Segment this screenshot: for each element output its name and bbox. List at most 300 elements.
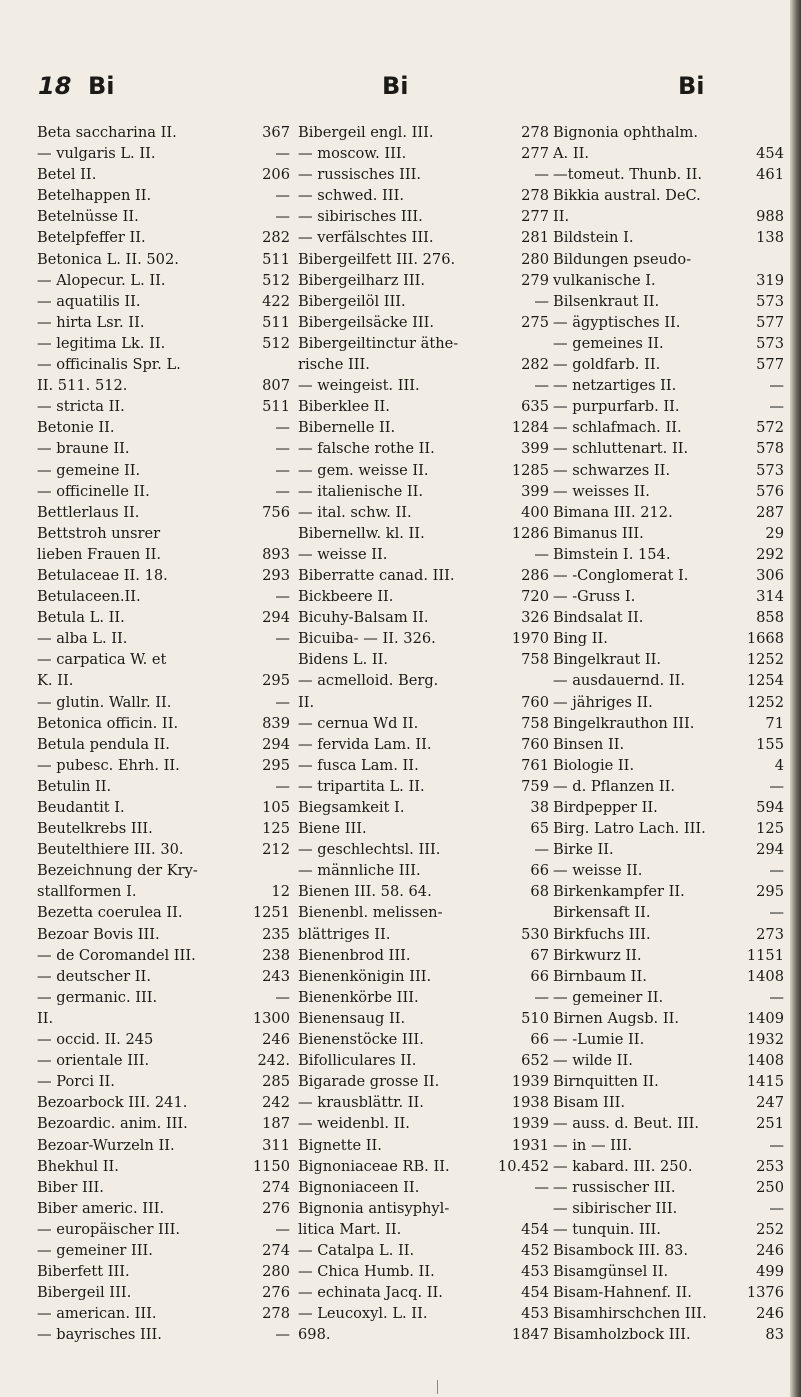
entry-page-ref: 273 <box>756 925 784 943</box>
index-entry <box>298 481 549 502</box>
entry-page-ref: 279 <box>521 271 549 289</box>
entry-term: — schwarzes II. <box>553 461 671 479</box>
entry-term: — ägyptisches II. <box>553 313 681 331</box>
index-entry <box>37 881 290 902</box>
entry-term: — stricta II. <box>37 398 125 416</box>
entry-term: Biber III. <box>37 1178 104 1196</box>
index-entry <box>298 924 549 945</box>
entry-page-ref: 250 <box>756 1178 784 1196</box>
index-entry <box>298 291 549 312</box>
index-entry <box>553 1219 784 1240</box>
index-entry <box>298 375 549 396</box>
entry-page-ref: 635 <box>521 398 549 416</box>
entry-term: — gemeines II. <box>553 334 664 352</box>
entry-page-ref: — <box>534 545 549 563</box>
entry-page-ref: — <box>534 1178 549 1196</box>
entry-term: Bienen III. 58. 64. <box>298 883 432 901</box>
index-entry <box>298 839 549 860</box>
entry-term: Birnen Augsb. II. <box>553 1009 679 1027</box>
entry-term: — occid. II. 245 <box>37 1031 154 1049</box>
entry-page-ref: 761 <box>521 756 549 774</box>
index-entry <box>298 1071 549 1092</box>
entry-term: — jähriges II. <box>553 693 653 711</box>
entry-term: Birkwurz II. <box>553 946 642 964</box>
index-entry <box>37 1282 290 1303</box>
entry-term: Birke II. <box>553 841 614 859</box>
index-entry <box>37 945 290 966</box>
index-entry <box>37 1219 290 1240</box>
entry-term: — vulgaris L. II. <box>37 145 156 163</box>
entry-page-ref: 278 <box>521 124 549 141</box>
entry-page-ref: 67 <box>530 946 549 964</box>
entry-term: Bisambock III. 83. <box>553 1241 688 1259</box>
entry-page-ref: 510 <box>521 1009 549 1027</box>
index-entry <box>37 797 290 818</box>
entry-term: — de Coromandel III. <box>37 946 196 964</box>
entry-page-ref: 1300 <box>252 1009 290 1027</box>
entry-term: — cernua Wd II. <box>298 714 419 732</box>
entry-term: — officinalis Spr. L. <box>37 356 181 374</box>
index-entry <box>553 818 784 839</box>
index-entry <box>298 185 549 206</box>
index-entry <box>553 902 784 923</box>
entry-term: — auss. d. Beut. III. <box>553 1115 700 1133</box>
index-entry <box>298 227 549 248</box>
index-entry <box>298 1303 549 1324</box>
entry-term: — italienische II. <box>298 482 424 500</box>
index-entry <box>298 396 549 417</box>
entry-term: Bignoniaceen II. <box>298 1178 420 1196</box>
entry-page-ref: 720 <box>521 588 549 606</box>
entry-term: — wilde II. <box>553 1052 633 1070</box>
entry-page-ref: 295 <box>262 756 290 774</box>
index-entry <box>37 966 290 987</box>
entry-page-ref: 212 <box>262 841 290 859</box>
index-entry <box>553 164 784 185</box>
entry-term: Bibergeilsäcke III. <box>298 313 435 331</box>
index-entry <box>298 1219 549 1240</box>
entry-term: Bidens L. II. <box>298 651 389 669</box>
entry-term: Bingelkrauthon III. <box>553 714 695 732</box>
index-entry <box>37 544 290 565</box>
entry-term: Bisamgünsel II. <box>553 1263 669 1281</box>
entry-term: II. <box>37 1009 54 1027</box>
entry-page-ref <box>286 523 290 544</box>
entry-page-ref: 278 <box>521 187 549 205</box>
entry-term: Beutelkrebs III. <box>37 820 153 838</box>
entry-page-ref: 573 <box>756 334 784 352</box>
entry-term: — carpatica W. et <box>37 651 167 669</box>
entry-term: — sibirischer III. <box>553 1199 678 1217</box>
entry-term: — ausdauernd. II. <box>553 672 686 690</box>
index-entry <box>298 312 549 333</box>
entry-page-ref: 1939 <box>511 1115 549 1133</box>
index-entry <box>553 1029 784 1050</box>
entry-page-ref: 238 <box>262 946 290 964</box>
entry-page-ref: 577 <box>756 356 784 374</box>
entry-term: Bildungen pseudo- <box>553 250 692 268</box>
index-entry <box>298 1156 549 1177</box>
index-entry <box>298 354 549 375</box>
entry-term: Bikkia austral. DeC. <box>553 187 701 205</box>
index-entry <box>298 987 549 1008</box>
index-entry <box>37 312 290 333</box>
printer-mark <box>437 1380 438 1394</box>
entry-term: — geschlechtsl. III. <box>298 841 441 859</box>
index-entry <box>298 649 549 670</box>
entry-page-ref: 1408 <box>746 1052 784 1070</box>
entry-term: Biberfett III. <box>37 1263 130 1281</box>
entry-term: Birkfuchs III. <box>553 925 651 943</box>
entry-term: Bienenkönigin III. <box>298 967 432 985</box>
index-entry <box>298 776 549 797</box>
entry-page-ref: 530 <box>521 925 549 943</box>
index-entry <box>553 987 784 1008</box>
entry-page-ref: 1939 <box>511 1073 549 1091</box>
entry-page-ref: 461 <box>756 166 784 184</box>
index-entry <box>298 333 549 354</box>
entry-page-ref: 294 <box>262 609 290 627</box>
entry-term: Betel II. <box>37 166 97 184</box>
index-entry <box>553 776 784 797</box>
index-entry <box>37 1008 290 1029</box>
entry-page-ref: 311 <box>262 1136 290 1154</box>
index-entry <box>298 502 549 523</box>
entry-page-ref: — <box>275 988 290 1006</box>
index-entry <box>37 818 290 839</box>
entry-page-ref: 125 <box>756 820 784 838</box>
index-entry <box>298 544 549 565</box>
entry-term: Biologie II. <box>553 756 635 774</box>
entry-term: — krausblättr. II. <box>298 1094 424 1112</box>
entry-term: Betonica officin. II. <box>37 714 179 732</box>
entry-page-ref: — <box>534 377 549 395</box>
entry-term: — kabard. III. 250. <box>553 1157 693 1175</box>
index-entry <box>553 839 784 860</box>
entry-term: Bifolliculares II. <box>298 1052 417 1070</box>
entry-page-ref: 326 <box>521 609 549 627</box>
index-entry <box>298 206 549 227</box>
entry-page-ref: 206 <box>262 166 290 184</box>
index-entry <box>298 670 549 691</box>
entry-page-ref: 1932 <box>746 1031 784 1049</box>
entry-page-ref: 12 <box>271 883 290 901</box>
entry-term: Bezeichnung der Kry- <box>37 862 198 880</box>
index-entry <box>553 1135 784 1156</box>
index-entry <box>37 670 290 691</box>
index-entry <box>298 1261 549 1282</box>
entry-term: — Alopecur. L. II. <box>37 271 166 289</box>
entry-term: Bignonia antisyphyl- <box>298 1199 450 1217</box>
index-entry <box>37 1029 290 1050</box>
entry-page-ref: 187 <box>262 1115 290 1133</box>
entry-term: Betelpfeffer II. <box>37 229 146 247</box>
entry-term: — fusca Lam. II. <box>298 756 419 774</box>
index-entry <box>37 333 290 354</box>
entry-term: — germanic. III. <box>37 988 158 1006</box>
index-entry <box>553 354 784 375</box>
index-entry <box>37 1198 290 1219</box>
entry-page-ref: 594 <box>756 799 784 816</box>
entry-page-ref: 10.452 <box>497 1157 549 1175</box>
entry-term: Bienensaug II. <box>298 1009 406 1027</box>
entry-term: Bicuhy-Balsam II. <box>298 609 429 627</box>
index-entry <box>37 249 290 270</box>
entry-page-ref: 125 <box>262 820 290 838</box>
entry-term: — alba L. II. <box>37 630 128 648</box>
index-entry <box>553 966 784 987</box>
entry-term: Biberklee II. <box>298 398 390 416</box>
entry-term: — purpurfarb. II. <box>553 398 680 416</box>
entry-term: — aquatilis II. <box>37 292 141 310</box>
entry-term: — hirta Lsr. II. <box>37 313 145 331</box>
index-entry <box>553 460 784 481</box>
entry-term: — Chica Humb. II. <box>298 1263 435 1281</box>
entry-page-ref <box>780 249 784 270</box>
index-entry <box>298 692 549 713</box>
entry-term: — schlafmach. II. <box>553 419 682 437</box>
index-entry <box>37 523 290 544</box>
index-entry <box>553 628 784 649</box>
entry-page-ref: 71 <box>765 714 784 732</box>
entry-term: — weisse II. <box>298 545 388 563</box>
entry-page-ref: 295 <box>756 883 784 901</box>
entry-page-ref: 1286 <box>511 524 549 542</box>
index-entry <box>37 143 290 164</box>
index-entry <box>37 1071 290 1092</box>
entry-page-ref: 293 <box>262 566 290 584</box>
index-entry <box>553 438 784 459</box>
index-entry <box>37 270 290 291</box>
entry-page-ref: — <box>769 1136 784 1154</box>
entry-page-ref: 66 <box>530 862 549 880</box>
header-right-key: Bi <box>678 72 705 100</box>
entry-term: — -Conglomerat I. <box>553 566 689 584</box>
index-entry <box>37 1261 290 1282</box>
entry-term: Biber americ. III. <box>37 1199 165 1217</box>
index-entry <box>298 164 549 185</box>
index-entry <box>37 164 290 185</box>
entry-term: Bildstein I. <box>553 229 634 247</box>
entry-term: — in — III. <box>553 1136 633 1154</box>
index-entry <box>298 143 549 164</box>
entry-page-ref <box>286 354 290 375</box>
index-entry <box>298 966 549 987</box>
entry-term: — sibirisches III. <box>298 208 423 226</box>
entry-page-ref: 858 <box>756 609 784 627</box>
index-entry <box>298 438 549 459</box>
entry-term: — schwed. III. <box>298 187 404 205</box>
entry-term: Bezoarbock III. 241. <box>37 1094 188 1112</box>
entry-page-ref: — <box>275 1326 290 1344</box>
entry-term: — weisse II. <box>553 862 643 880</box>
index-entry <box>553 185 784 206</box>
entry-page-ref: 652 <box>521 1052 549 1070</box>
entry-page-ref: 1150 <box>252 1157 290 1175</box>
entry-page-ref: — <box>275 1220 290 1238</box>
index-entry <box>37 713 290 734</box>
index-entry <box>298 417 549 438</box>
index-column-left <box>37 122 290 1345</box>
entry-term: — russischer III. <box>553 1178 676 1196</box>
entry-page-ref: 276 <box>262 1284 290 1302</box>
entry-term: — -Gruss I. <box>553 588 636 606</box>
entry-page-ref: — <box>769 377 784 395</box>
entry-term: Bettlerlaus II. <box>37 503 140 521</box>
entry-page-ref: 246 <box>756 1305 784 1323</box>
index-entry <box>298 797 549 818</box>
entry-term: A. II. <box>553 145 589 163</box>
entry-page-ref: — <box>275 482 290 500</box>
entry-term: Bezoardic. anim. III. <box>37 1115 188 1133</box>
index-entry <box>37 1303 290 1324</box>
index-entry <box>553 945 784 966</box>
entry-page-ref: — <box>275 588 290 606</box>
index-entry <box>553 881 784 902</box>
entry-page-ref: 1931 <box>511 1136 549 1154</box>
entry-term: —tomeut. Thunb. II. <box>553 166 702 184</box>
index-entry <box>37 1135 290 1156</box>
entry-page-ref: 760 <box>521 735 549 753</box>
entry-page-ref: — <box>275 440 290 458</box>
entry-page-ref: 280 <box>521 250 549 268</box>
entry-term: — Leucoxyl. L. II. <box>298 1305 428 1323</box>
index-entry <box>37 185 290 206</box>
entry-term: Birnquitten II. <box>553 1073 659 1091</box>
entry-page-ref: 83 <box>765 1326 784 1344</box>
index-entry <box>37 502 290 523</box>
index-entry <box>553 860 784 881</box>
entry-page-ref <box>545 333 549 354</box>
entry-page-ref: 1254 <box>746 672 784 690</box>
index-entry <box>37 291 290 312</box>
entry-term: stallformen I. <box>37 883 137 901</box>
index-entry <box>553 1177 784 1198</box>
entry-term: Birg. Latro Lach. III. <box>553 820 706 838</box>
entry-page-ref: 138 <box>756 229 784 247</box>
index-entry <box>553 481 784 502</box>
entry-term: Bignonia ophthalm. <box>553 124 698 141</box>
entry-term: — moscow. III. <box>298 145 407 163</box>
entry-term: — russisches III. <box>298 166 422 184</box>
index-entry <box>553 544 784 565</box>
entry-page-ref: 1409 <box>746 1009 784 1027</box>
entry-term: Bimanus III. <box>553 524 644 542</box>
entry-term: — fervida Lam. II. <box>298 735 432 753</box>
entry-term: vulkanische I. <box>553 271 656 289</box>
index-entry <box>37 860 290 881</box>
index-entry <box>553 755 784 776</box>
entry-term: Betulaceae II. 18. <box>37 566 168 584</box>
index-entry <box>298 523 549 544</box>
index-entry <box>553 312 784 333</box>
index-entry <box>553 270 784 291</box>
entry-term: — weidenbl. II. <box>298 1115 410 1133</box>
index-entry <box>553 649 784 670</box>
entry-page-ref: — <box>769 777 784 795</box>
index-entry <box>298 1177 549 1198</box>
entry-page-ref: 454 <box>521 1284 549 1302</box>
index-entry <box>553 249 784 270</box>
entry-term: Bicuiba- — II. 326. <box>298 630 436 648</box>
entry-page-ref: 281 <box>521 229 549 247</box>
entry-page-ref: 306 <box>756 566 784 584</box>
entry-term: — männliche III. <box>298 862 421 880</box>
entry-term: — falsche rothe II. <box>298 440 435 458</box>
index-entry <box>298 460 549 481</box>
index-entry <box>37 396 290 417</box>
entry-term: — orientale III. <box>37 1052 150 1070</box>
index-entry <box>37 354 290 375</box>
index-entry <box>298 628 549 649</box>
entry-term: Biene III. <box>298 820 367 838</box>
index-entry <box>37 460 290 481</box>
entry-page-ref: 277 <box>521 208 549 226</box>
entry-page-ref: 756 <box>262 503 290 521</box>
index-entry <box>37 375 290 396</box>
entry-page-ref: 758 <box>521 651 549 669</box>
entry-page-ref: 573 <box>756 292 784 310</box>
entry-term: — -Lumie II. <box>553 1031 645 1049</box>
entry-page-ref: 275 <box>521 313 549 331</box>
index-entry <box>553 1008 784 1029</box>
entry-page-ref: 512 <box>262 334 290 352</box>
entry-term: Bibernellw. kl. II. <box>298 524 425 542</box>
entry-term: Bickbeere II. <box>298 588 394 606</box>
index-entry <box>37 122 290 143</box>
entry-page-ref: — <box>275 208 290 226</box>
entry-term: — tripartita L. II. <box>298 777 425 795</box>
entry-page-ref: 253 <box>756 1157 784 1175</box>
index-entry <box>298 607 549 628</box>
entry-page-ref: 511 <box>262 250 290 268</box>
index-entry <box>37 755 290 776</box>
entry-page-ref: 274 <box>262 1241 290 1259</box>
entry-term: Beutelthiere III. 30. <box>37 841 184 859</box>
index-entry <box>553 734 784 755</box>
entry-term: Betulin II. <box>37 777 112 795</box>
entry-term: — echinata Jacq. II. <box>298 1284 443 1302</box>
entry-term: II. <box>298 693 315 711</box>
entry-page-ref: 1970 <box>511 630 549 648</box>
entry-page-ref: 1252 <box>746 693 784 711</box>
entry-page-ref: 314 <box>756 588 784 606</box>
entry-term: rische III. <box>298 356 370 374</box>
entry-term: Bibergeilharz III. <box>298 271 425 289</box>
index-entry <box>553 713 784 734</box>
entry-page-ref: 66 <box>530 967 549 985</box>
entry-page-ref: 294 <box>756 841 784 859</box>
index-entry <box>298 249 549 270</box>
entry-term: Bienenbl. melissen- <box>298 904 443 922</box>
index-entry <box>37 902 290 923</box>
entry-page-ref: — <box>534 292 549 310</box>
index-entry <box>298 1008 549 1029</box>
entry-term: — braune II. <box>37 440 130 458</box>
entry-term: — weisses II. <box>553 482 650 500</box>
entry-term: Betula pendula II. <box>37 735 170 753</box>
entry-page-ref: 893 <box>262 545 290 563</box>
index-column-middle <box>298 122 549 1345</box>
entry-page-ref: 277 <box>521 145 549 163</box>
index-entry <box>37 628 290 649</box>
entry-page-ref: 399 <box>521 482 549 500</box>
entry-term: — gem. weisse II. <box>298 461 429 479</box>
entry-page-ref: 294 <box>262 735 290 753</box>
entry-page-ref: 760 <box>521 693 549 711</box>
entry-page-ref: 251 <box>756 1115 784 1133</box>
entry-term: II. <box>553 208 570 226</box>
